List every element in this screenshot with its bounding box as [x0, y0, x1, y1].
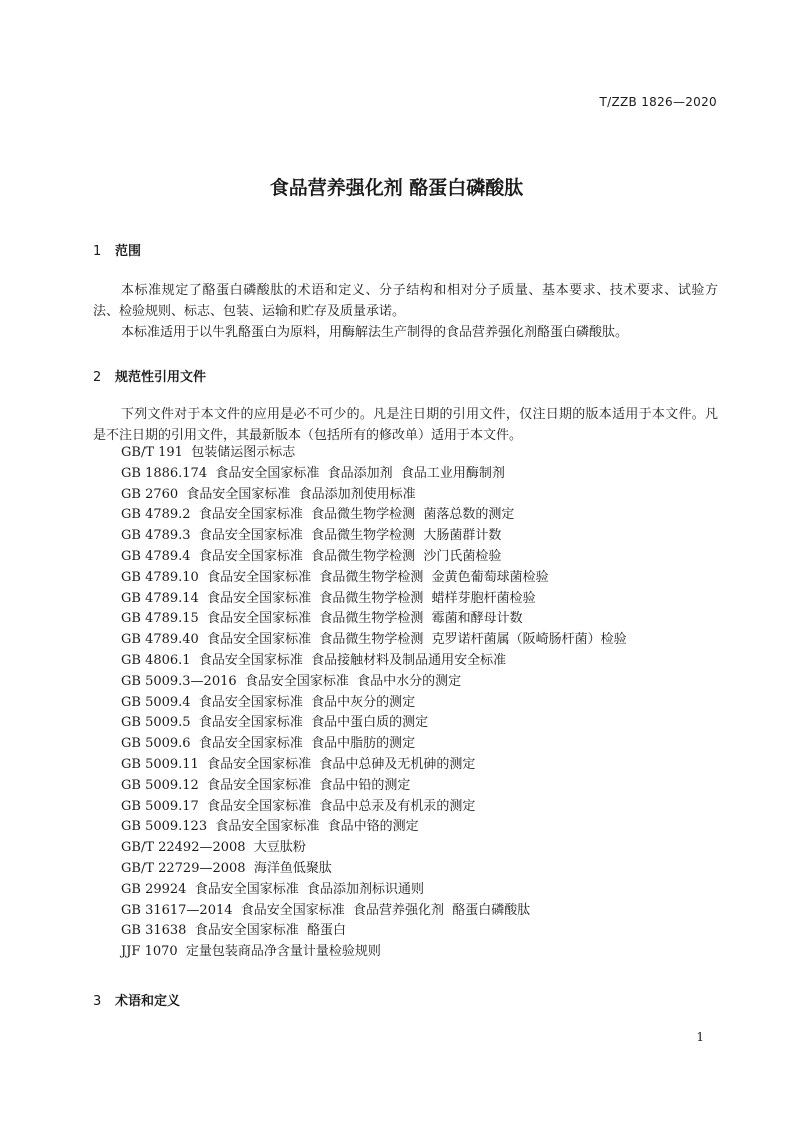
section-heading-scope: [93, 240, 141, 259]
reference-item: GB/T 22729—2008 海洋鱼低聚肽: [121, 860, 332, 876]
reference-item: GB 5009.4 食品安全国家标准 食品中灰分的测定: [121, 694, 416, 710]
reference-list: [121, 443, 627, 963]
scope-paragraph-1: 本标准规定了酪蛋白磷酸肽的术语和定义、分子结构和相对分子质量、基本要求、技术要求、试验方法、检验规则、标志、包装、运输和贮存及质量承诺。: [93, 283, 718, 319]
reference-item: GB/T 22492—2008 大豆肽粉: [121, 840, 306, 856]
reference-item: GB 4789.10 食品安全国家标准 食品微生物学检测 金黄色葡萄球菌检验: [121, 569, 549, 585]
reference-item: GB 29924 食品安全国家标准 食品添加剂标识通则: [121, 881, 424, 897]
scope-paragraph-2: 本标准适用于以牛乳酪蛋白为原料，用酶解法生产制得的食品营养强化剂酪蛋白磷酸肽。: [121, 325, 629, 340]
reference-item: GB 31638 食品安全国家标准 酪蛋白: [121, 923, 346, 939]
reference-item: GB 4789.4 食品安全国家标准 食品微生物学检测 沙门氏菌检验: [121, 548, 502, 564]
reference-item: GB 5009.6 食品安全国家标准 食品中脂肪的测定: [121, 736, 416, 752]
section-number: 1: [93, 244, 102, 259]
section-title: 规范性引用文件: [115, 370, 207, 385]
reference-item: GB/T 191 包装储运图示标志: [121, 445, 296, 460]
reference-item: GB 4789.14 食品安全国家标准 食品微生物学检测 蜡样芽胞杆菌检验: [121, 590, 536, 606]
page-number: 1: [696, 1030, 704, 1044]
document-title: 食品营养强化剂 酪蛋白磷酸肽: [269, 177, 524, 199]
reference-item: GB 31617—2014 食品安全国家标准 食品营养强化剂 酪蛋白磷酸肽: [121, 902, 531, 918]
standard-code: T/ZZB 1826—2020: [599, 95, 717, 109]
section-title: 术语和定义: [115, 994, 181, 1009]
reference-item: GB 4789.40 食品安全国家标准 食品微生物学检测 克罗诺杆菌属（阪崎肠杆菌）检验: [121, 632, 627, 648]
reference-item: GB 5009.3—2016 食品安全国家标准 食品中水分的测定: [121, 673, 462, 689]
section-heading-terms: [93, 990, 180, 1009]
reference-item: GB 5009.12 食品安全国家标准 食品中铅的测定: [121, 777, 411, 793]
reference-item: GB 5009.5 食品安全国家标准 食品中蛋白质的测定: [121, 715, 429, 731]
reference-item: GB 2760 食品安全国家标准 食品添加剂使用标准: [121, 486, 416, 502]
section-heading-normative-refs: [93, 366, 206, 385]
reference-item: GB 4789.3 食品安全国家标准 食品微生物学检测 大肠菌群计数: [121, 528, 502, 544]
reference-item: GB 5009.11 食品安全国家标准 食品中总砷及无机砷的测定: [121, 756, 476, 772]
section-number: 2: [93, 370, 102, 385]
section-title: 范围: [115, 244, 142, 259]
section-number: 3: [93, 994, 102, 1009]
reference-item: GB 5009.123 食品安全国家标准 食品中铬的测定: [121, 819, 419, 835]
normative-refs-intro: 下列文件对于本文件的应用是必不可少的。凡是注日期的引用文件，仅注日期的版本适用于本文件。凡是不注日期的引用文件，其最新版本（包括所有的修改单）适用于本文件。: [93, 407, 718, 443]
reference-item: GB 4806.1 食品安全国家标准 食品接触材料及制品通用安全标准: [121, 652, 507, 668]
reference-item: GB 4789.2 食品安全国家标准 食品微生物学检测 菌落总数的测定: [121, 507, 515, 523]
reference-item: GB 5009.17 食品安全国家标准 食品中总汞及有机汞的测定: [121, 798, 476, 814]
reference-item: GB 4789.15 食品安全国家标准 食品微生物学检测 霉菌和酵母计数: [121, 611, 523, 627]
reference-item: GB 1886.174 食品安全国家标准 食品添加剂 食品工业用酶制剂: [121, 465, 505, 481]
reference-item: JJF 1070 定量包装商品净含量计量检验规则: [121, 944, 381, 960]
